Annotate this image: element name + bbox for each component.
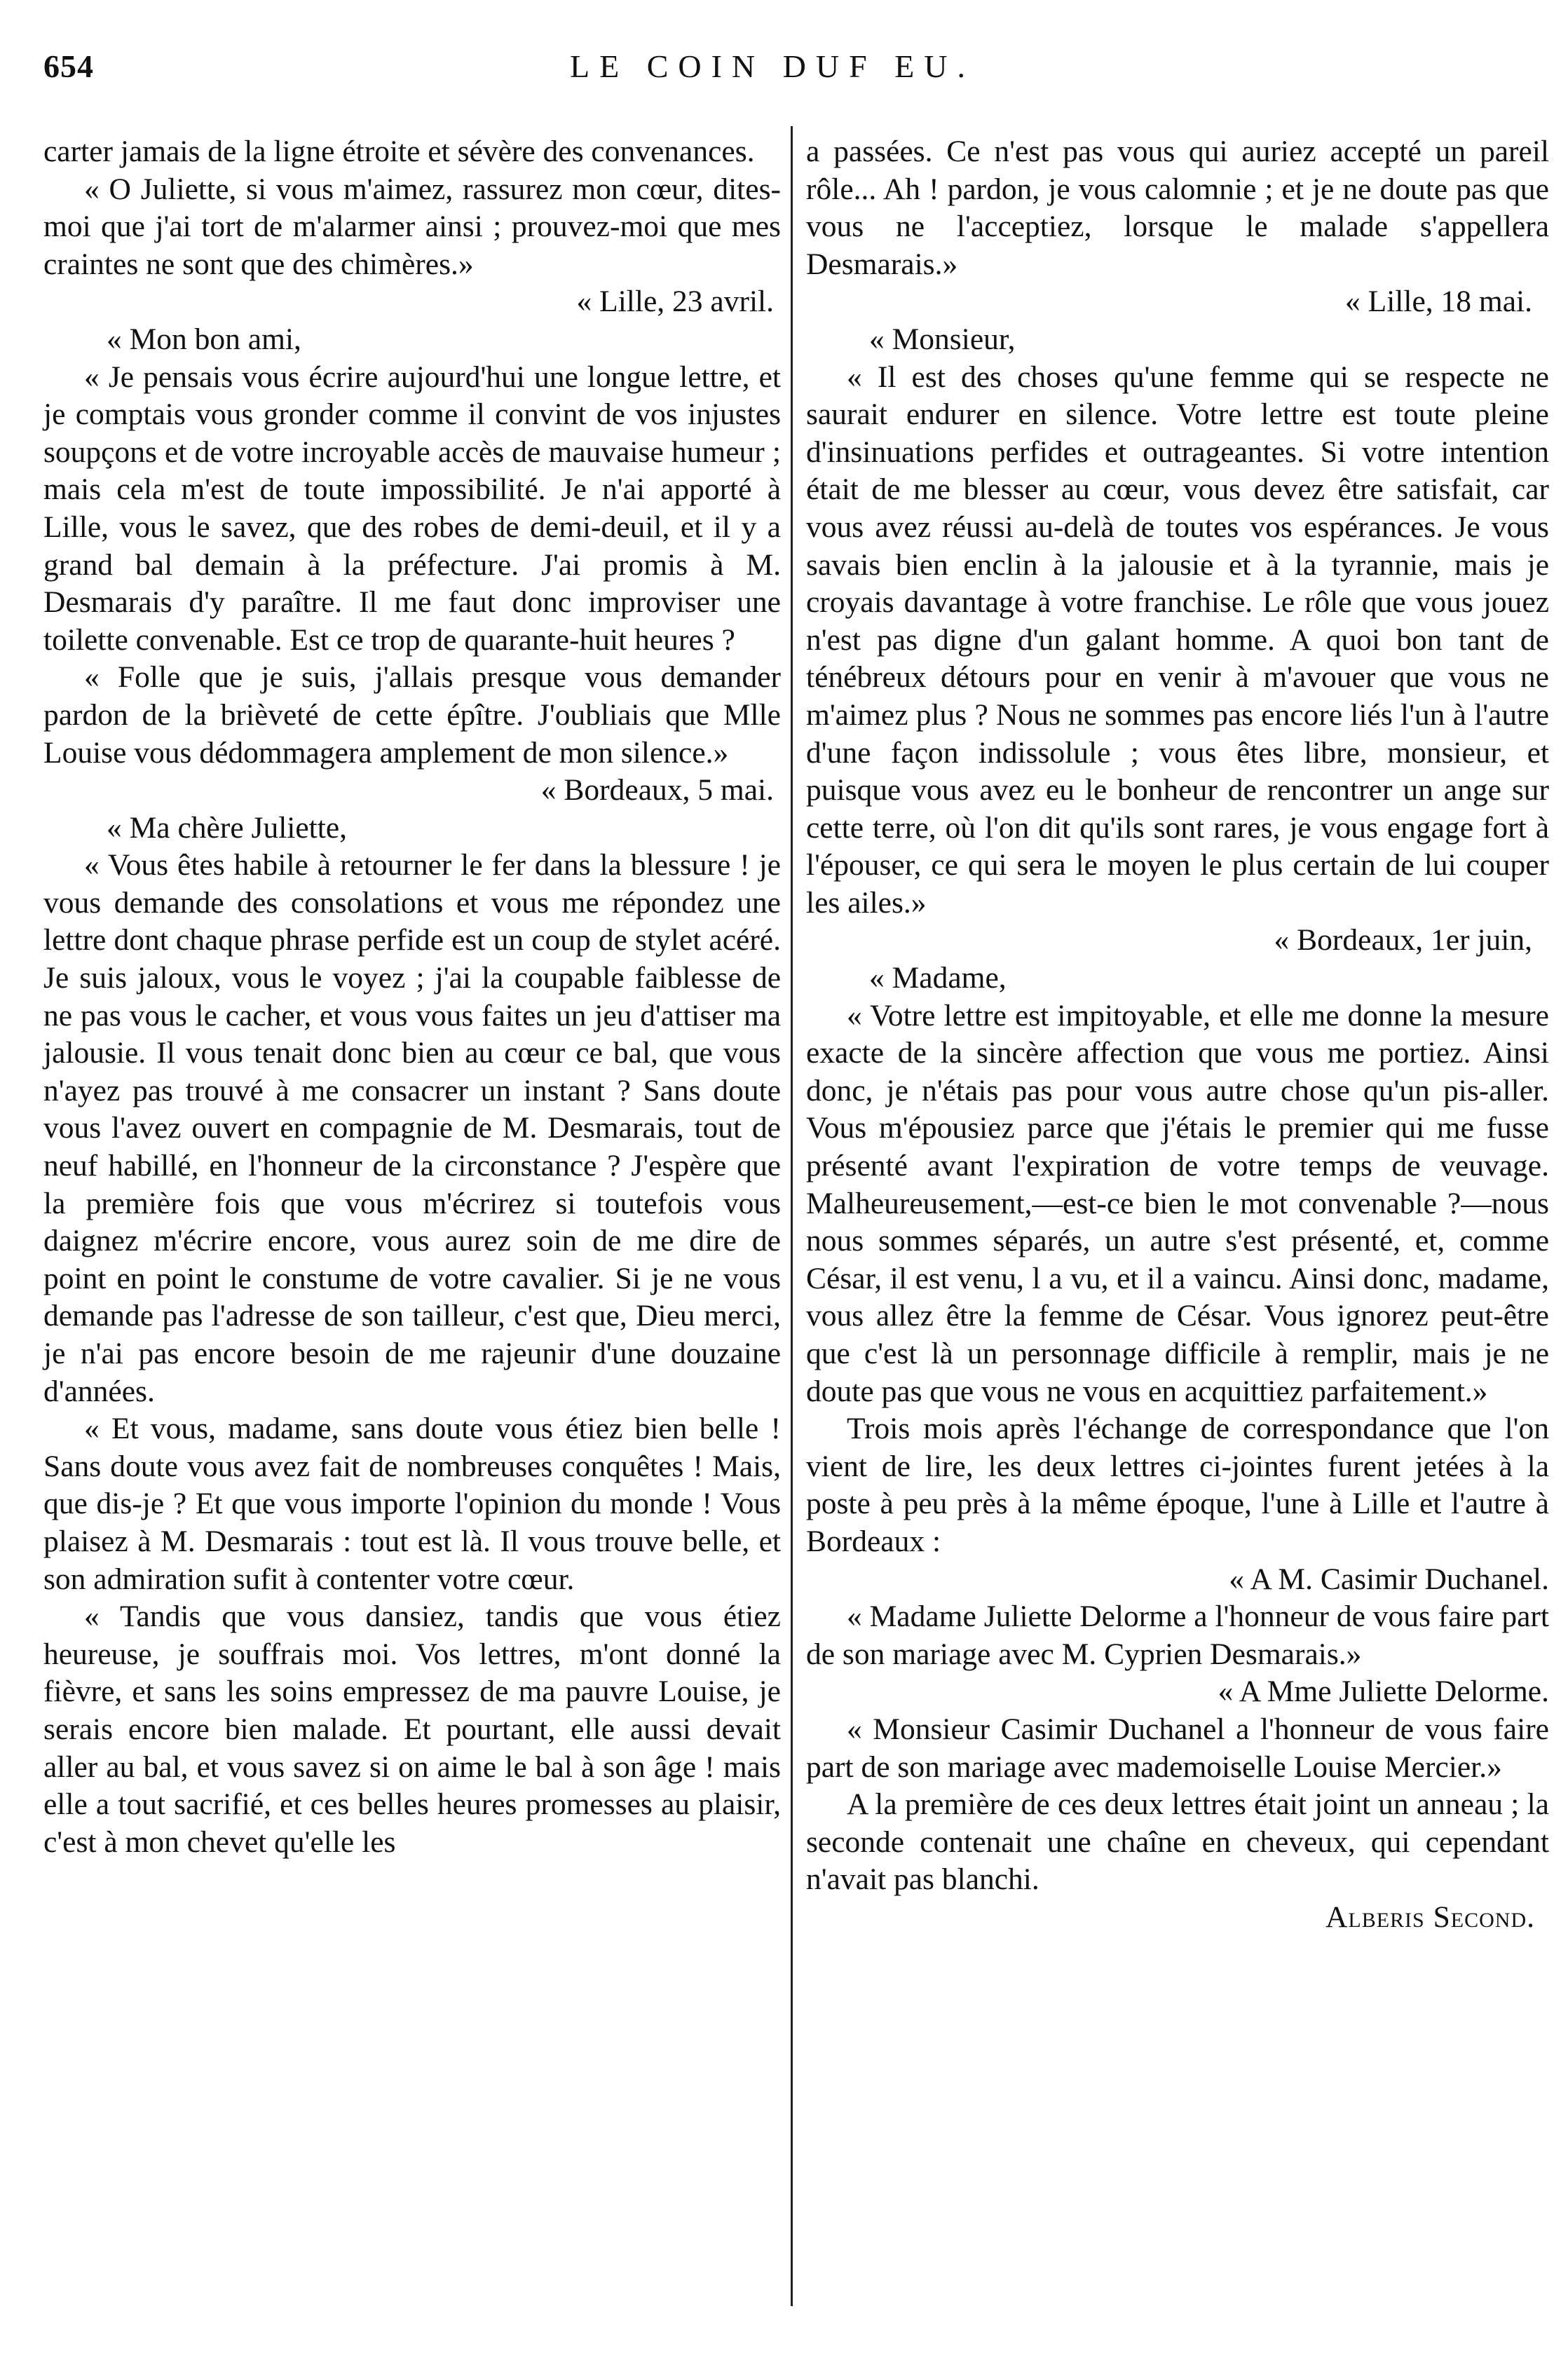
running-title: LE COIN DUF EU. <box>570 48 975 84</box>
paragraph: « Folle que je suis, j'allais presque vous demander pardon de la brièveté de cette épître. J'oubliais que Mlle Louise vous dédommagera amplement de mon silence.» <box>43 660 781 770</box>
letter-salutation: « Mon bon ami, <box>107 322 301 356</box>
author-signature: Alberis Second. <box>1325 1900 1535 1934</box>
left-column <box>43 133 781 1861</box>
paragraph: « Tandis que vous dansiez, tandis que vous étiez heureuse, je souffrais moi. Vos lettres, m'ont donné la fièvre, et sans les soins empressez de ma pauvre Louise, je serais encore bien malade. Et pourtant, elle aussi devait aller au bal, et vous savez si on aime le bal à son âge ! mais elle a tout sacrifié, et ces belles heures promesses au plaisir, c'est à mon chevet qu'elle les <box>43 1600 781 1859</box>
column-divider <box>791 126 793 2306</box>
letter-salutation: « Ma chère Juliette, <box>107 810 348 845</box>
letter-dateline: « Bordeaux, 5 mai. <box>540 773 774 807</box>
page-number: 654 <box>43 48 94 84</box>
paragraph: « Et vous, madame, sans doute vous étiez bien belle ! Sans doute vous avez fait de nombreuses conquêtes ! Mais, que dis-je ? Et que vous importe l'opinion du monde ! Vous plaisez à M. Desmarais : tout est là. Il vous trouve belle, et son admiration sufit à contenter votre cœur. <box>43 1412 781 1596</box>
paragraph: « Madame Juliette Delorme a l'honneur de vous faire part de son mariage avec M. Cyprien Desmarais.» <box>806 1600 1549 1671</box>
paragraph: « Votre lettre est impitoyable, et elle me donne la mesure exacte de la sincère affection que vous me portiez. Ainsi donc, je n'étais pas pour vous autre chose qu'un pis-aller. Vous m'épousiez parce que j'étais le premier qui me fusse présenté avant l'expiration de votre temps de veuvage. Malheureusement,—est-ce bien le mot convenable ?—nous nous sommes séparés, un autre s'est présenté, et, comme César, il est venu, l a vu, et il a vaincu. Ainsi donc, madame, vous allez être la femme de César. Vous ignorez peut-être que c'est là un personnage difficile à remplir, mais je ne doute pas que vous ne vous en acquittiez parfaitement.» <box>806 998 1549 1408</box>
paragraph: « Vous êtes habile à retourner le fer dans la blessure ! je vous demande des consolations et vous me répondez une lettre dont chaque phrase perfide est un coup de stylet acéré. Je suis jaloux, vous le voyez ; j'ai la coupable faiblesse de ne pas vous le cacher, et vous vous faites un jeu d'attiser ma jalousie. Il vous tenait donc bien au cœur ce bal, que vous n'ayez pas trouvé à me consacrer un instant ? Sans doute vous l'avez ouvert en compagnie de M. Desmarais, tout de neuf habillé, en l'honneur de la circonstance ? J'espère que la première fois que vous m'écrirez si toutefois vous daignez m'écrire encore, vous aurez soin de me dire de point en point le constume de votre cavalier. Si je ne vous demande pas l'adresse de son tailleur, c'est que, Dieu merci, je n'ai pas encore besoin de me rajeunir d'une douzaine d'années. <box>43 848 781 1408</box>
paragraph: Trois mois après l'échange de correspondance que l'on vient de lire, les deux lettres ci-jointes furent jetées à la poste à peu près à la même époque, l'une à Lille et l'autre à Bordeaux : <box>806 1412 1549 1558</box>
paragraph: a passées. Ce n'est pas vous qui auriez accepté un pareil rôle... Ah ! pardon, je vous calomnie ; et je ne doute pas que vous ne l'acceptiez, lorsque le malade s'appellera Desmarais.» <box>806 135 1549 281</box>
letter-dateline: « Lille, 18 mai. <box>1345 285 1532 319</box>
paragraph: « O Juliette, si vous m'aimez, rassurez mon cœur, dites-moi que j'ai tort de m'alarmer ainsi ; prouvez-moi que mes craintes ne sont que des chimères.» <box>43 172 781 281</box>
letter-address: « A M. Casimir Duchanel. <box>1229 1562 1549 1596</box>
paragraph: carter jamais de la ligne étroite et sévère des convenances. <box>43 135 755 168</box>
paragraph: « Monsieur Casimir Duchanel a l'honneur de vous faire part de son mariage avec mademoiselle Louise Mercier.» <box>806 1712 1549 1784</box>
letter-dateline: « Bordeaux, 1er juin, <box>1274 923 1532 957</box>
right-column <box>806 133 1549 1937</box>
paragraph: « Il est des choses qu'une femme qui se respecte ne saurait endurer en silence. Votre lettre est toute pleine d'insinuations perfides et outrageantes. Si votre intention était de me blesser au cœur, vous devez être satisfait, car vous avez réussi au-delà de toutes vos espérances. Je vous savais bien enclin à la jalousie et à la tyrannie, mais je croyais davantage à votre franchise. Le rôle que vous jouez n'est pas digne d'un galant homme. A quoi bon tant de ténébreux détours pour en venir à m'avouer que vous ne m'aimez plus ? Nous ne sommes pas encore liés l'un à l'autre d'une façon indissolule ; vous êtes libre, monsieur, et puisque vous avez eu le bonheur de rencontrer un ange sur cette terre, où l'on dit qu'ils sont rares, je vous engage fort à l'épouser, ce qui sera le moyen le plus certain de lui couper les ailes.» <box>806 360 1549 920</box>
letter-address: « A Mme Juliette Delorme. <box>1218 1675 1549 1709</box>
page-header <box>43 48 1501 90</box>
paragraph: « Je pensais vous écrire aujourd'hui une longue lettre, et je comptais vous gronder comme il convint de vos injustes soupçons et de votre incroyable accès de mauvaise humeur ; mais cela m'est de toute impossibilité. Je n'ai apporté à Lille, vous le savez, que des robes de demi-deuil, et il y a grand bal demain à la préfecture. J'ai promis à M. Desmarais d'y paraître. Il me faut donc improviser une toilette convenable. Est ce trop de quarante-huit heures ? <box>43 360 781 657</box>
letter-salutation: « Monsieur, <box>869 322 1016 356</box>
letter-salutation: « Madame, <box>869 961 1007 995</box>
paragraph: A la première de ces deux lettres était joint un anneau ; la seconde contenait une chaîne en cheveux, qui cependant n'avait pas blanchi. <box>806 1787 1549 1897</box>
letter-dateline: « Lille, 23 avril. <box>576 285 774 319</box>
